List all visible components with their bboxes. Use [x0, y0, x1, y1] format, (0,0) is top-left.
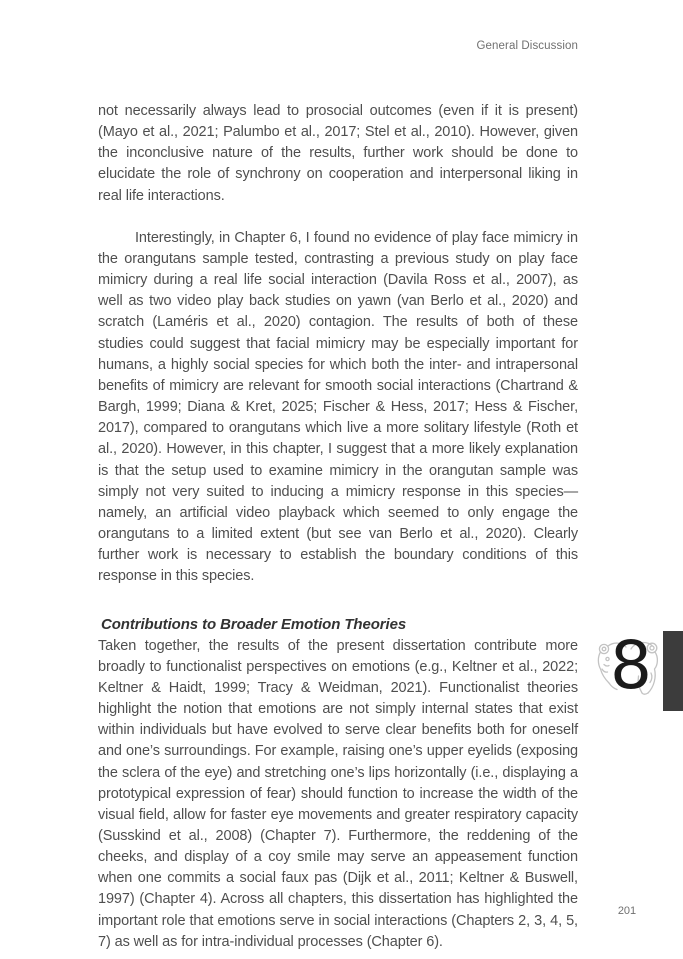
running-header: General Discussion [476, 40, 578, 52]
page-number: 201 [617, 905, 637, 917]
paragraph-functionalist-theories: Taken together, the results of the present dissertation contribute more broadly to functionalist perspectives on emotions (e.g., Keltner et al., 2022; Keltner & Haidt, 1999; Tracy & Weidman, 2021). Functionalist theories highlight the notion that emotions are not simply internal states that exist within individuals but have evolved to serve clear benefits both for oneself and one’s surroundings. For example, raising one’s upper eyelids (exposing the sclera of the eye) and stretching one’s lips horizontally (i.e., displaying a prototypical expression of fear) should function to increase the width of the visual field, allow for faster eye movements and greater respiratory capacity (Susskind et al., 2008) (Chapter 7). Furthermore, the reddening of the cheeks, and display of a coy smile may serve an appeasement function when one commits a social faux pas (Dijk et al., 2011; Keltner & Buswell, 1997) (Chapter 4). Across all chapters, this dissertation has highlighted the important role that emotions serve in social interactions (Chapters 2, 3, 4, 5, 7) as well as for intra-individual processes (Chapter 6). [98, 637, 578, 950]
chapter-tab [663, 631, 683, 711]
paragraph-mimicry-orangutans: Interestingly, in Chapter 6, I found no evidence of play face mimicry in the orangutans sample tested, contrasting a previous study on play face mimicry during a real life social interaction (Davila Ross et al., 2007), as well as two video play back studies on yawn (van Berlo et al., 2020) and scratch (Laméris et al., 2020) contagion. The results of both of these studies could suggest that facial mimicry may be especially important for humans, a highly social species for which both the inter- and intrapersonal benefits of mimicry are relevant for smooth social interactions (Chartrand & Bargh, 1999; Diana & Kret, 2025; Fischer & Hess, 2017; Hess & Fischer, 2017), compared to orangutans which live a more solitary lifestyle (Roth et al., 2020). However, in this chapter, I suggest that a more likely explanation is that the setup used to examine mimicry in the orangutan sample was simply not very suited to inducing a mimicry response in this species—namely, an artificial video playback which seemed to only engage the orangutans to a limited extent (but see van Berlo et al., 2020). Clearly further work is necessary to establish the boundary conditions of this response in this species. [98, 229, 578, 585]
page-body-text [98, 101, 578, 953]
paragraph-synchrony-conclusion: not necessarily always lead to prosocial outcomes (even if it is present) (Mayo et al., 2021; Palumbo et al., 2017; Stel et al., 2010). However, given the inconclusive nature of the results, further work should be done to elucidate the role of synchrony on cooperation and interpersonal liking in real life interactions. [98, 103, 578, 204]
section-heading-broader-emotion-theories: Contributions to Broader Emotion Theories [101, 616, 407, 634]
chapter-number: 8 [610, 627, 652, 704]
